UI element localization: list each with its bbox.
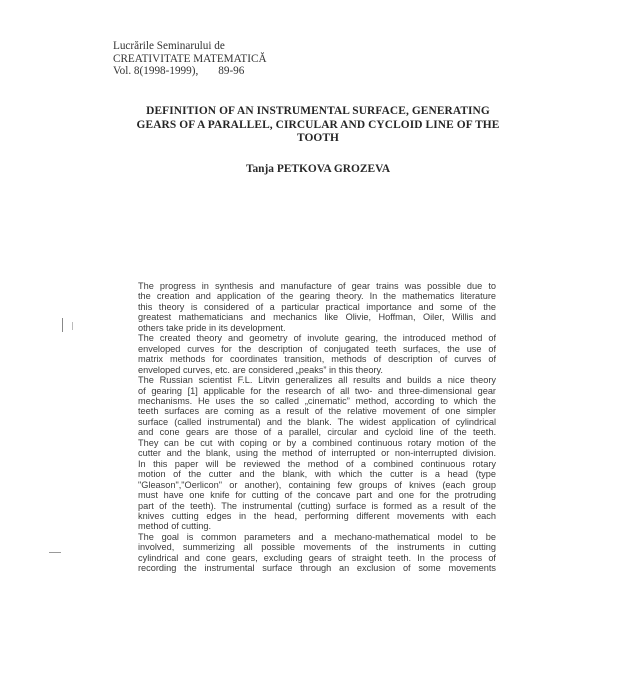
body-line: They can be cut with coping or by a combined continuous rotary motion of the bbox=[138, 437, 496, 448]
journal-pages: 89-96 bbox=[218, 65, 245, 77]
body-line: others take pride in its development. bbox=[138, 322, 286, 333]
body-line: The goal is common parameters and a mechano-mathematical model to be bbox=[138, 531, 496, 542]
journal-series-name: Lucrările Seminarului de bbox=[113, 40, 225, 52]
body-line: knives cutting edges in the head, performing different movements with each bbox=[138, 510, 496, 521]
body-line: enveloped curves for the description of conjugated teeth surfaces, the use of bbox=[138, 343, 496, 354]
body-line: "Gleason","Oerlicon" or another), containing few groups of knives (each group bbox=[138, 479, 496, 490]
body-line: of gearing [1] applicable for the research of all two- and three-dimensional gear bbox=[138, 385, 496, 396]
body-line: The Russian scientist F.L. Litvin generalizes all results and builds a nice theory bbox=[138, 375, 496, 386]
journal-volume: Vol. 8(1998-1999), bbox=[113, 65, 199, 77]
body-line: involved, summerizing all possible movements of the instruments in cutting bbox=[138, 542, 496, 553]
title-line-1: DEFINITION OF AN INSTRUMENTAL SURFACE, GENERATING bbox=[146, 105, 490, 117]
body-line: cylindrical and cone gears, excluding gears of straight teeth. In the process of bbox=[138, 552, 496, 563]
body-line: The created theory and geometry of involute gearing, the introduced method of bbox=[138, 333, 496, 344]
body-line: mechanisms. He uses the so called „cinematic” method, according to which the bbox=[138, 395, 496, 406]
body-line: surface (called instrumental) and the blank. The widest application of cylindrical bbox=[138, 416, 496, 427]
margin-mark bbox=[49, 552, 61, 553]
paper-author: Tanja PETKOVA GROZEVA bbox=[245, 163, 391, 175]
body-line: cutter and the blank, using the method of interrupted or non-interrupted division. bbox=[138, 448, 496, 459]
paper-title bbox=[118, 105, 518, 146]
title-line-2: GEARS OF A PARALLEL, CIRCULAR AND CYCLOID LINE OF THE bbox=[136, 118, 500, 131]
body-line: In this paper will be reviewed the method of a combined continuous rotary bbox=[138, 458, 496, 469]
body-line: must have one knife for cutting of the concave part and one for the protruding bbox=[138, 490, 496, 501]
body-line: and cone gears are those of a parallel, circular and cycloid line of the teeth. bbox=[138, 427, 496, 438]
journal-volume-line bbox=[113, 65, 373, 78]
body-line: this theory is considered of a particular practical importance and some of the bbox=[138, 301, 496, 312]
body-line: part of the teeth). The instrumental (cutting) surface is formed as a result of the bbox=[138, 500, 496, 511]
body-line: method of cutting. bbox=[138, 521, 212, 532]
body-line: The progress in synthesis and manufacture of gear trains was possible due to bbox=[138, 281, 496, 291]
body-line: recording the instrumental surface through an exclusion of some movements bbox=[138, 563, 496, 574]
body-line: teeth surfaces are coming as a result of the relative movement of one simpler bbox=[138, 406, 496, 417]
journal-title: CREATIVITATE MATEMATICĂ bbox=[113, 52, 267, 65]
margin-mark bbox=[72, 322, 73, 330]
body-line: greatest mathematicians and mechanics like Olivie, Hoffman, Oiler, Willis and bbox=[138, 312, 496, 323]
title-line-3: TOOTH bbox=[296, 132, 340, 144]
body-line: enveloped curves, etc. are considered „peaks” in this theory. bbox=[138, 364, 383, 375]
body-line: matrix methods for coordinates transition, methods of description of curves of bbox=[138, 354, 496, 365]
body-line: motion of the cutter and the blank, with which the cutter is a head (type bbox=[138, 469, 496, 480]
journal-header bbox=[113, 40, 373, 78]
paper-body bbox=[138, 281, 496, 574]
body-line: the creation and application of the gearing theory. In the mathematics literature bbox=[138, 291, 496, 302]
margin-mark bbox=[62, 318, 63, 332]
